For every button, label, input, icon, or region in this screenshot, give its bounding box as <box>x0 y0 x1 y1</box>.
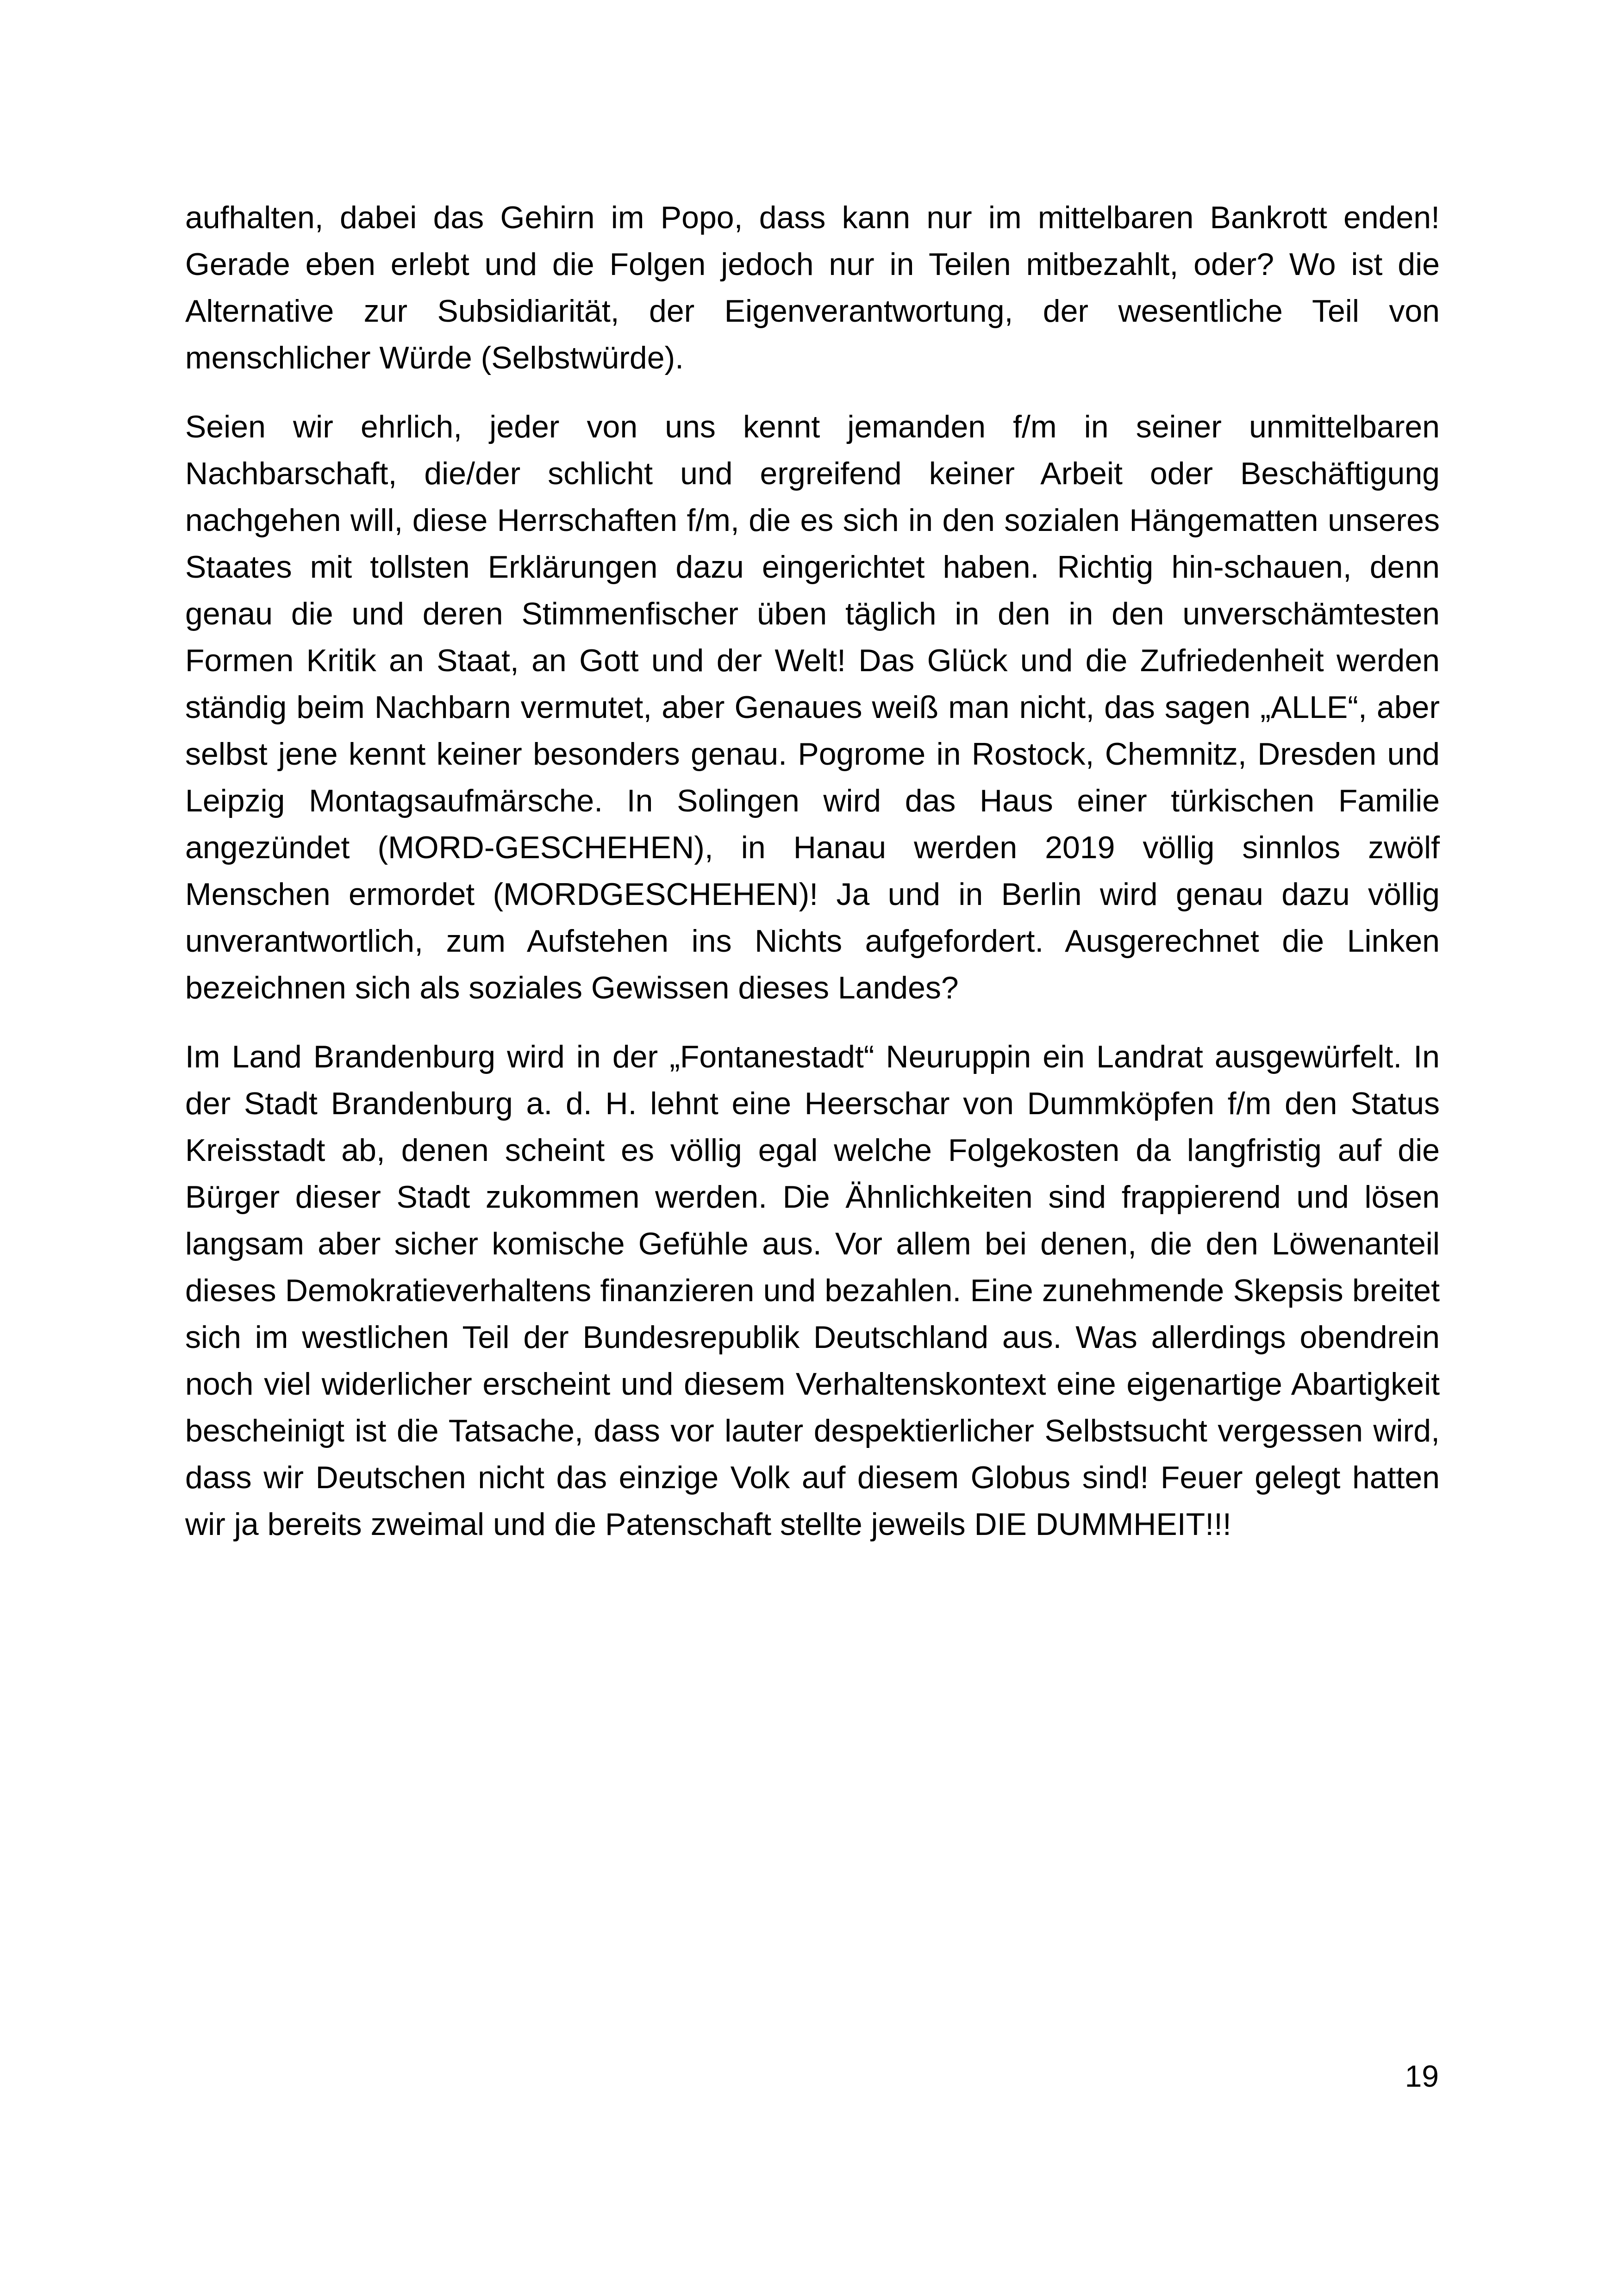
paragraph-1: aufhalten, dabei das Gehirn im Popo, dass kann nur im mittelbaren Bankrott enden! Gerade eben erlebt und die Folgen jedoch nur in Teilen mitbezahlt, oder? Wo ist die Alternative zur Subsidiarität, der Eigenverantwortung, der wesentliche Teil von menschlicher Würde (Selbstwürde). <box>185 200 1440 375</box>
paragraph-2: Seien wir ehrlich, jeder von uns kennt jemanden f/m in seiner unmittelbaren Nachbarschaft, die/der schlicht und ergreifend keiner Arbeit oder Beschäftigung nachgehen will, diese Herrschaften f/m, die es sich in den sozialen Hängematten unseres Staates mit tollsten Erklärungen dazu eingerichtet haben. Richtig hin-schauen, denn genau die und deren Stimmenfischer üben täglich in den in den unverschämtesten Formen Kritik an Staat, an Gott und der Welt! Das Glück und die Zufriedenheit werden ständig beim Nachbarn vermutet, aber Genaues weiß man nicht, das sagen „ALLE“, aber selbst jene kennt keiner besonders genau. Pogrome in Rostock, Chemnitz, Dresden und Leipzig Montagsaufmärsche. In Solingen wird das Haus einer türkischen Familie angezündet (MORD-GESCHEHEN), in Hanau werden 2019 völlig sinnlos zwölf Menschen ermordet (MORDGESCHEHEN)! Ja und in Berlin wird genau dazu völlig unverantwortlich, zum Aufstehen ins Nichts aufgefordert. Ausgerechnet die Linken bezeichnen sich als soziales Gewissen dieses Landes? <box>185 409 1440 1005</box>
body-text <box>185 194 1440 1570</box>
page-number: 19 <box>1405 2059 1439 2093</box>
paragraph-3: Im Land Brandenburg wird in der „Fontanestadt“ Neuruppin ein Landrat ausgewürfelt. In der Stadt Brandenburg a. d. H. lehnt eine Heerschar von Dummköpfen f/m den Status Kreisstadt ab, denen scheint es völlig egal welche Folgekosten da langfristig auf die Bürger dieser Stadt zukommen werden. Die Ähnlichkeiten sind frappierend und lösen langsam aber sicher komische Gefühle aus. Vor allem bei denen, die den Löwenanteil dieses Demokratieverhaltens finanzieren und bezahlen. Eine zunehmende Skepsis breitet sich im westlichen Teil der Bundesrepublik Deutschland aus. Was allerdings obendrein noch viel widerlicher erscheint und diesem Verhaltenskontext eine eigenartige Abartigkeit bescheinigt ist die Tatsache, dass vor lauter despektierlicher Selbstsucht vergessen wird, dass wir Deutschen nicht das einzige Volk auf diesem Globus sind! Feuer gelegt hatten wir ja bereits zweimal und die Patenschaft stellte jeweils DIE DUMMHEIT!!! <box>185 1039 1440 1542</box>
